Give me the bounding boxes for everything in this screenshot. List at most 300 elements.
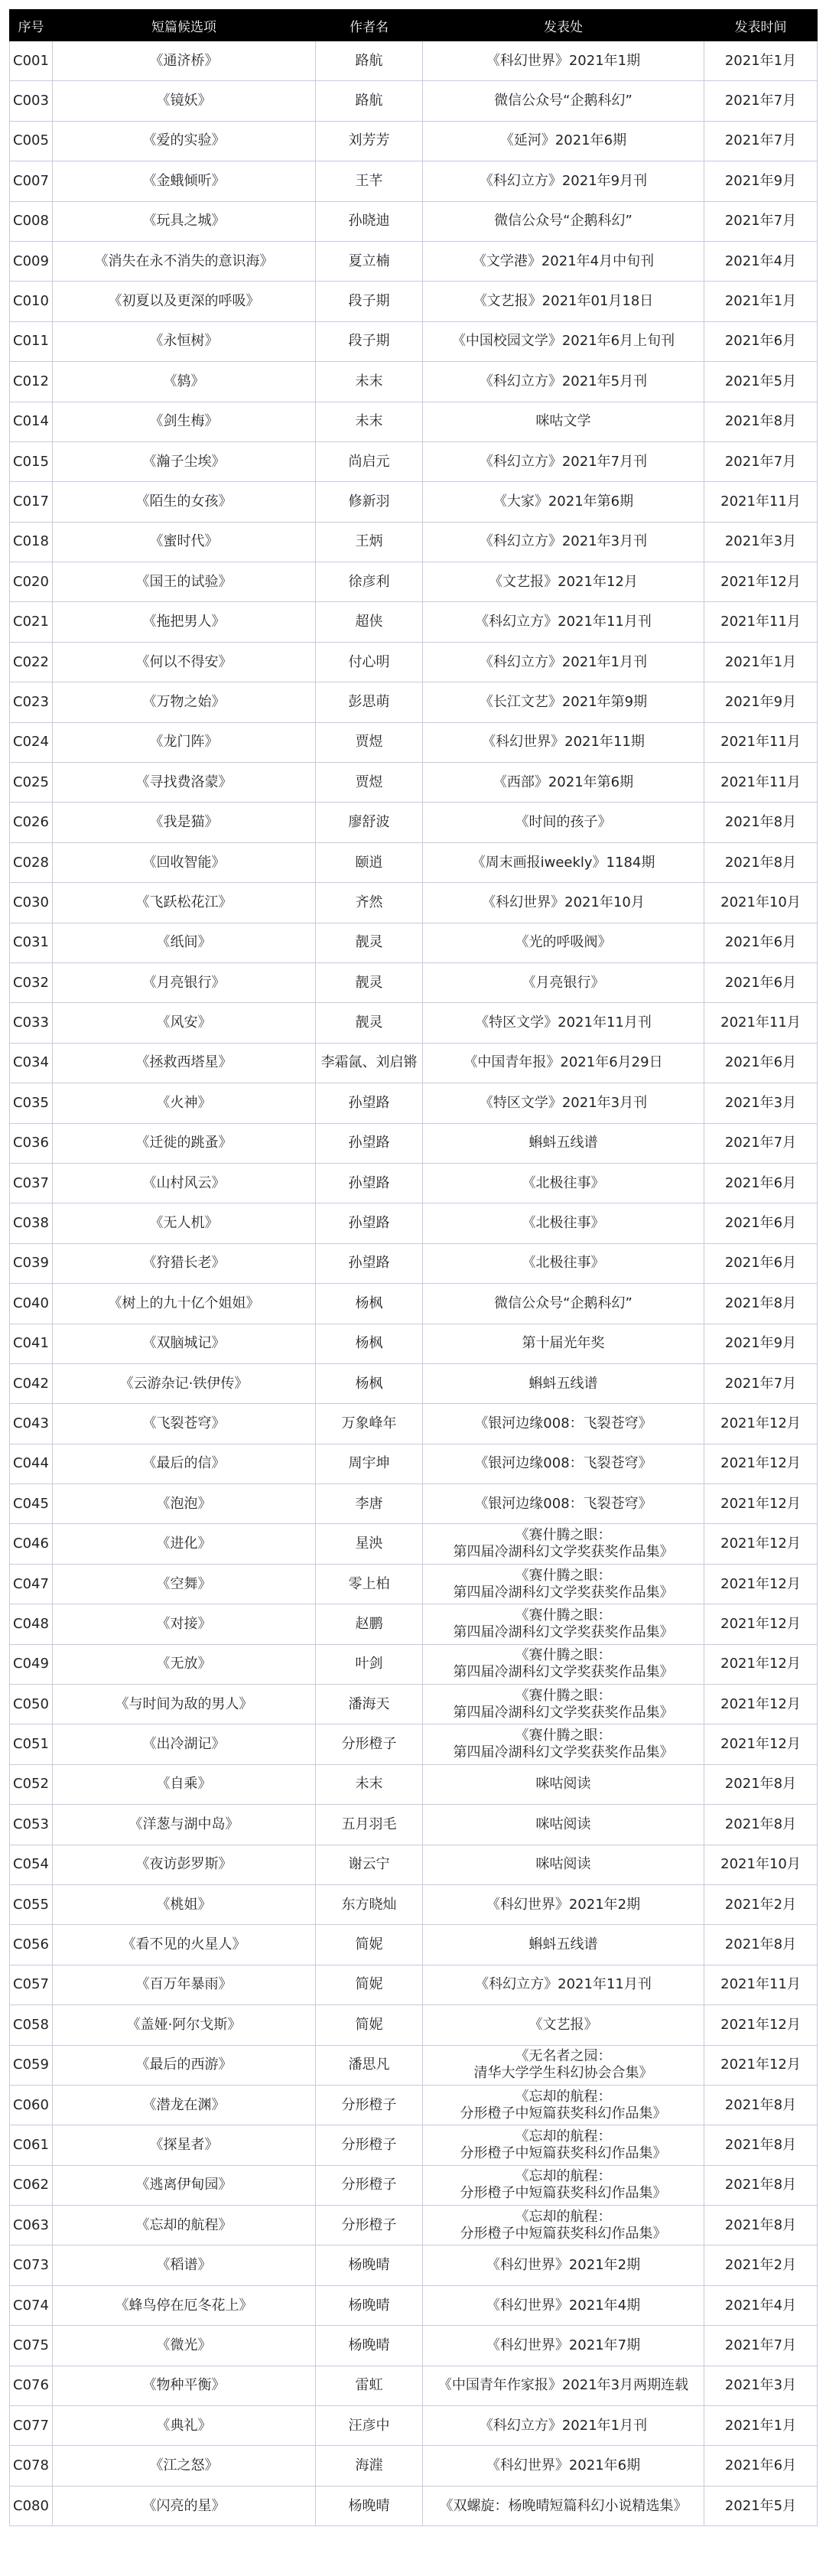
- cell-venue: 《时间的孩子》: [423, 803, 704, 842]
- cell-venue: 《文艺报》2021年01月18日: [423, 282, 704, 321]
- cell-date: 2021年8月: [704, 842, 818, 882]
- table-row: [10, 2285, 818, 2325]
- cell-title: 《最后的信》: [53, 1444, 316, 1483]
- cell-venue: 《赛什腾之眼： 第四届冷湖科幻文学奖获奖作品集》: [423, 1644, 704, 1684]
- cell-venue: 微信公众号“企鹅科幻”: [423, 1284, 704, 1324]
- cell-id: C040: [10, 1284, 53, 1324]
- cell-author: 周宇坤: [316, 1444, 423, 1483]
- cell-date: 2021年6月: [704, 923, 818, 962]
- cell-author: 简妮: [316, 2005, 423, 2045]
- cell-date: 2021年10月: [704, 883, 818, 923]
- cell-id: C041: [10, 1324, 53, 1363]
- cell-venue: 《科幻世界》2021年2期: [423, 2245, 704, 2285]
- cell-id: C048: [10, 1604, 53, 1644]
- table-row: [10, 121, 818, 161]
- cell-date: 2021年12月: [704, 562, 818, 602]
- cell-title: 《通济桥》: [53, 41, 316, 81]
- cell-title: 《盖娅·阿尔戈斯》: [53, 2005, 316, 2045]
- table-row: [10, 2326, 818, 2366]
- cell-author: 路航: [316, 41, 423, 81]
- cell-venue: 《大家》2021年第6期: [423, 482, 704, 522]
- table-row: [10, 1925, 818, 1965]
- cell-date: 2021年12月: [704, 2045, 818, 2085]
- cell-venue: 《赛什腾之眼： 第四届冷湖科幻文学奖获奖作品集》: [423, 1724, 704, 1764]
- table-row: [10, 2486, 818, 2526]
- cell-venue: 蝌蚪五线谱: [423, 1123, 704, 1163]
- cell-venue: 《文艺报》2021年12月: [423, 562, 704, 602]
- table-row: [10, 2245, 818, 2285]
- cell-id: C042: [10, 1363, 53, 1403]
- cell-id: C052: [10, 1764, 53, 1804]
- cell-author: 未末: [316, 362, 423, 402]
- cell-id: C043: [10, 1404, 53, 1444]
- cell-date: 2021年1月: [704, 282, 818, 321]
- table-body: [10, 41, 818, 2526]
- table-row: [10, 883, 818, 923]
- cell-author: 夏立楠: [316, 241, 423, 281]
- table-row: [10, 1243, 818, 1283]
- cell-venue: 《西部》2021年第6期: [423, 763, 704, 803]
- table-row: [10, 562, 818, 602]
- table-row: [10, 962, 818, 1002]
- cell-date: 2021年2月: [704, 2245, 818, 2285]
- cell-id: C012: [10, 362, 53, 402]
- header-row: [10, 10, 818, 41]
- cell-date: 2021年12月: [704, 1724, 818, 1764]
- cell-date: 2021年3月: [704, 522, 818, 562]
- cell-date: 2021年11月: [704, 763, 818, 803]
- cell-date: 2021年9月: [704, 161, 818, 201]
- cell-date: 2021年4月: [704, 241, 818, 281]
- cell-venue: 《赛什腾之眼： 第四届冷湖科幻文学奖获奖作品集》: [423, 1685, 704, 1724]
- cell-date: 2021年12月: [704, 1685, 818, 1724]
- cell-venue: 微信公众号“企鹅科幻”: [423, 201, 704, 241]
- table-row: [10, 1083, 818, 1123]
- cell-venue: 《北极往事》: [423, 1243, 704, 1283]
- cell-title: 《稻谱》: [53, 2245, 316, 2285]
- cell-id: C031: [10, 923, 53, 962]
- cell-date: 2021年3月: [704, 1083, 818, 1123]
- cell-date: 2021年9月: [704, 682, 818, 722]
- cell-title: 《探星者》: [53, 2125, 316, 2165]
- cell-date: 2021年5月: [704, 362, 818, 402]
- table-row: [10, 1363, 818, 1403]
- cell-id: C026: [10, 803, 53, 842]
- table-row: [10, 682, 818, 722]
- cell-id: C056: [10, 1925, 53, 1965]
- cell-author: 尚启元: [316, 441, 423, 481]
- cell-author: 段子期: [316, 282, 423, 321]
- table-row: [10, 482, 818, 522]
- table-row: [10, 642, 818, 682]
- table-row: [10, 1444, 818, 1483]
- table-row: [10, 41, 818, 81]
- table-row: [10, 201, 818, 241]
- cell-venue: 《文艺报》: [423, 2005, 704, 2045]
- cell-author: 简妮: [316, 1965, 423, 2004]
- table-row: [10, 2206, 818, 2245]
- table-row: [10, 842, 818, 882]
- cell-id: C032: [10, 962, 53, 1002]
- cell-title: 《玩具之城》: [53, 201, 316, 241]
- cell-author: 付心明: [316, 642, 423, 682]
- cell-title: 《龙门阵》: [53, 722, 316, 762]
- cell-author: 靓灵: [316, 923, 423, 962]
- cell-date: 2021年11月: [704, 1003, 818, 1043]
- table-row: [10, 441, 818, 481]
- cell-author: 王炳: [316, 522, 423, 562]
- cell-title: 《最后的西游》: [53, 2045, 316, 2085]
- cell-author: 杨晚晴: [316, 2326, 423, 2366]
- cell-id: C045: [10, 1484, 53, 1524]
- cell-id: C060: [10, 2085, 53, 2125]
- table-row: [10, 1123, 818, 1163]
- cell-venue: 微信公众号“企鹅科幻”: [423, 81, 704, 121]
- cell-date: 2021年4月: [704, 2285, 818, 2325]
- cell-id: C049: [10, 1644, 53, 1684]
- cell-venue: 《银河边缘008：飞裂苍穹》: [423, 1444, 704, 1483]
- cell-venue: 《赛什腾之眼： 第四届冷湖科幻文学奖获奖作品集》: [423, 1604, 704, 1644]
- cell-id: C020: [10, 562, 53, 602]
- cell-venue: 《无名者之园： 清华大学学生科幻协会合集》: [423, 2045, 704, 2085]
- cell-venue: 《银河边缘008：飞裂苍穹》: [423, 1484, 704, 1524]
- table-row: [10, 1965, 818, 2004]
- cell-venue: 《特区文学》2021年11月刊: [423, 1003, 704, 1043]
- cell-venue: 《科幻立方》2021年11月刊: [423, 602, 704, 642]
- cell-date: 2021年1月: [704, 2406, 818, 2446]
- cell-title: 《洋葱与湖中岛》: [53, 1805, 316, 1845]
- cell-venue: 《银河边缘008：飞裂苍穹》: [423, 1404, 704, 1444]
- table-row: [10, 1685, 818, 1724]
- table-row: [10, 1203, 818, 1243]
- cell-venue: 蝌蚪五线谱: [423, 1363, 704, 1403]
- cell-title: 《火神》: [53, 1083, 316, 1123]
- cell-date: 2021年8月: [704, 1764, 818, 1804]
- cell-date: 2021年8月: [704, 1284, 818, 1324]
- table-row: [10, 282, 818, 321]
- cell-venue: 《科幻世界》2021年10月: [423, 883, 704, 923]
- cell-date: 2021年11月: [704, 1965, 818, 2004]
- cell-title: 《拯救西塔星》: [53, 1043, 316, 1083]
- table-row: [10, 402, 818, 441]
- table-row: [10, 1003, 818, 1043]
- cell-title: 《初夏以及更深的呼吸》: [53, 282, 316, 321]
- cell-id: C034: [10, 1043, 53, 1083]
- cell-id: C005: [10, 121, 53, 161]
- cell-id: C028: [10, 842, 53, 882]
- table-row: [10, 1805, 818, 1845]
- cell-title: 《寻找费洛蒙》: [53, 763, 316, 803]
- cell-author: 分形橙子: [316, 2085, 423, 2125]
- cell-date: 2021年11月: [704, 602, 818, 642]
- cell-venue: 《科幻立方》2021年3月刊: [423, 522, 704, 562]
- cell-venue: 《科幻立方》2021年1月刊: [423, 2406, 704, 2446]
- cell-id: C010: [10, 282, 53, 321]
- cell-venue: 《赛什腾之眼： 第四届冷湖科幻文学奖获奖作品集》: [423, 1564, 704, 1604]
- cell-author: 零上柏: [316, 1564, 423, 1604]
- table-row: [10, 2005, 818, 2045]
- cell-venue: 《北极往事》: [423, 1203, 704, 1243]
- cell-id: C011: [10, 321, 53, 361]
- cell-author: 谢云宁: [316, 1845, 423, 1884]
- cell-author: 叶剑: [316, 1644, 423, 1684]
- cell-venue: 《中国青年报》2021年6月29日: [423, 1043, 704, 1083]
- cell-title: 《无人机》: [53, 1203, 316, 1243]
- cell-title: 《万物之始》: [53, 682, 316, 722]
- cell-id: C054: [10, 1845, 53, 1884]
- cell-id: C073: [10, 2245, 53, 2285]
- table-row: [10, 1324, 818, 1363]
- cell-venue: 《中国青年作家报》2021年3月两期连载: [423, 2366, 704, 2405]
- cell-author: 万象峰年: [316, 1404, 423, 1444]
- cell-author: 段子期: [316, 321, 423, 361]
- cell-venue: 咪咕阅读: [423, 1805, 704, 1845]
- cell-id: C047: [10, 1564, 53, 1604]
- cell-title: 《永恒树》: [53, 321, 316, 361]
- cell-date: 2021年5月: [704, 2486, 818, 2526]
- cell-author: 超侠: [316, 602, 423, 642]
- cell-venue: 《科幻世界》2021年6期: [423, 2446, 704, 2486]
- cell-title: 《瀚子尘埃》: [53, 441, 316, 481]
- cell-author: 孙望路: [316, 1083, 423, 1123]
- cell-date: 2021年12月: [704, 1444, 818, 1483]
- cell-title: 《爱的实验》: [53, 121, 316, 161]
- cell-id: C063: [10, 2206, 53, 2245]
- header-venue: 发表处: [423, 10, 704, 41]
- table-row: [10, 2125, 818, 2165]
- table-row: [10, 321, 818, 361]
- cell-title: 《与时间为敌的男人》: [53, 1685, 316, 1724]
- cell-title: 《看不见的火星人》: [53, 1925, 316, 1965]
- cell-date: 2021年11月: [704, 722, 818, 762]
- table-row: [10, 1524, 818, 1564]
- cell-title: 《金蛾倾听》: [53, 161, 316, 201]
- cell-date: 2021年12月: [704, 1644, 818, 1684]
- cell-title: 《我是猫》: [53, 803, 316, 842]
- cell-id: C075: [10, 2326, 53, 2366]
- cell-title: 《拖把男人》: [53, 602, 316, 642]
- table-row: [10, 2446, 818, 2486]
- cell-date: 2021年1月: [704, 41, 818, 81]
- cell-id: C015: [10, 441, 53, 481]
- cell-venue: 《北极往事》: [423, 1163, 704, 1203]
- table-row: [10, 2085, 818, 2125]
- cell-venue: 《科幻立方》2021年1月刊: [423, 642, 704, 682]
- cell-date: 2021年3月: [704, 2366, 818, 2405]
- cell-author: 海漄: [316, 2446, 423, 2486]
- cell-title: 《桃姐》: [53, 1884, 316, 1924]
- cell-venue: 《科幻世界》2021年7期: [423, 2326, 704, 2366]
- table-row: [10, 2045, 818, 2085]
- cell-id: C057: [10, 1965, 53, 2004]
- cell-date: 2021年6月: [704, 1203, 818, 1243]
- cell-id: C055: [10, 1884, 53, 1924]
- cell-venue: 《忘却的航程： 分形橙子中短篇获奖科幻作品集》: [423, 2085, 704, 2125]
- cell-venue: 《忘却的航程： 分形橙子中短篇获奖科幻作品集》: [423, 2206, 704, 2245]
- cell-author: 孙望路: [316, 1163, 423, 1203]
- cell-date: 2021年1月: [704, 642, 818, 682]
- cell-title: 《潜龙在渊》: [53, 2085, 316, 2125]
- cell-date: 2021年8月: [704, 803, 818, 842]
- cell-id: C078: [10, 2446, 53, 2486]
- cell-author: 王芊: [316, 161, 423, 201]
- cell-id: C025: [10, 763, 53, 803]
- cell-date: 2021年8月: [704, 2125, 818, 2165]
- cell-title: 《进化》: [53, 1524, 316, 1564]
- cell-venue: 蝌蚪五线谱: [423, 1925, 704, 1965]
- cell-date: 2021年7月: [704, 441, 818, 481]
- cell-venue: 《特区文学》2021年3月刊: [423, 1083, 704, 1123]
- cell-author: 徐彦利: [316, 562, 423, 602]
- table-row: [10, 1043, 818, 1083]
- header-author: 作者名: [316, 10, 423, 41]
- cell-author: 赵鹏: [316, 1604, 423, 1644]
- cell-author: 未末: [316, 402, 423, 441]
- cell-author: 杨枫: [316, 1363, 423, 1403]
- cell-date: 2021年7月: [704, 2326, 818, 2366]
- cell-id: C009: [10, 241, 53, 281]
- cell-venue: 咪咕文学: [423, 402, 704, 441]
- cell-date: 2021年10月: [704, 1845, 818, 1884]
- cell-title: 《回收智能》: [53, 842, 316, 882]
- cell-id: C035: [10, 1083, 53, 1123]
- cell-id: C039: [10, 1243, 53, 1283]
- cell-venue: 第十届光年奖: [423, 1324, 704, 1363]
- cell-id: C024: [10, 722, 53, 762]
- table-row: [10, 241, 818, 281]
- table-row: [10, 81, 818, 121]
- cell-id: C003: [10, 81, 53, 121]
- cell-id: C074: [10, 2285, 53, 2325]
- cell-title: 《月亮银行》: [53, 962, 316, 1002]
- table-row: [10, 1644, 818, 1684]
- cell-title: 《江之怒》: [53, 2446, 316, 2486]
- cell-venue: 《科幻世界》2021年11期: [423, 722, 704, 762]
- cell-venue: 《周末画报iweekly》1184期: [423, 842, 704, 882]
- cell-date: 2021年2月: [704, 1884, 818, 1924]
- cell-venue: 《科幻世界》2021年4期: [423, 2285, 704, 2325]
- cell-title: 《狩猎长老》: [53, 1243, 316, 1283]
- table-row: [10, 1724, 818, 1764]
- table-row: [10, 522, 818, 562]
- cell-author: 杨晚晴: [316, 2285, 423, 2325]
- cell-title: 《迁徙的跳蚤》: [53, 1123, 316, 1163]
- table-row: [10, 2366, 818, 2405]
- cell-id: C061: [10, 2125, 53, 2165]
- cell-author: 彭思萌: [316, 682, 423, 722]
- table-row: [10, 1845, 818, 1884]
- cell-title: 《自乘》: [53, 1764, 316, 1804]
- cell-author: 颐逍: [316, 842, 423, 882]
- cell-title: 《微光》: [53, 2326, 316, 2366]
- cell-id: C017: [10, 482, 53, 522]
- cell-title: 《山村风云》: [53, 1163, 316, 1203]
- cell-title: 《闪亮的星》: [53, 2486, 316, 2526]
- cell-title: 《飞裂苍穹》: [53, 1404, 316, 1444]
- cell-author: 李唐: [316, 1484, 423, 1524]
- cell-author: 东方晓灿: [316, 1884, 423, 1924]
- cell-date: 2021年7月: [704, 1123, 818, 1163]
- cell-title: 《剑生梅》: [53, 402, 316, 441]
- cell-id: C038: [10, 1203, 53, 1243]
- cell-date: 2021年8月: [704, 2165, 818, 2205]
- cell-id: C030: [10, 883, 53, 923]
- cell-author: 孙望路: [316, 1203, 423, 1243]
- table-row: [10, 722, 818, 762]
- cell-venue: 《科幻立方》2021年5月刊: [423, 362, 704, 402]
- cell-title: 《百万年暴雨》: [53, 1965, 316, 2004]
- cell-author: 孙望路: [316, 1243, 423, 1283]
- cell-date: 2021年12月: [704, 1484, 818, 1524]
- cell-id: C023: [10, 682, 53, 722]
- cell-title: 《消失在永不消失的意识海》: [53, 241, 316, 281]
- cell-venue: 《双螺旋：杨晚晴短篇科幻小说精选集》: [423, 2486, 704, 2526]
- cell-author: 简妮: [316, 1925, 423, 1965]
- table-row: [10, 763, 818, 803]
- cell-author: 分形橙子: [316, 2165, 423, 2205]
- cell-venue: 《长江文艺》2021年第9期: [423, 682, 704, 722]
- cell-venue: 《光的呼吸阀》: [423, 923, 704, 962]
- cell-venue: 《延河》2021年6期: [423, 121, 704, 161]
- cell-author: 杨晚晴: [316, 2486, 423, 2526]
- cell-date: 2021年8月: [704, 402, 818, 441]
- cell-id: C080: [10, 2486, 53, 2526]
- cell-title: 《忘却的航程》: [53, 2206, 316, 2245]
- table-row: [10, 1484, 818, 1524]
- cell-venue: 《赛什腾之眼： 第四届冷湖科幻文学奖获奖作品集》: [423, 1524, 704, 1564]
- header-date: 发表时间: [704, 10, 818, 41]
- candidate-table: [9, 9, 818, 2526]
- table-header: [10, 10, 818, 41]
- cell-title: 《鸫》: [53, 362, 316, 402]
- table-row: [10, 1284, 818, 1324]
- cell-date: 2021年8月: [704, 2206, 818, 2245]
- table-row: [10, 161, 818, 201]
- cell-title: 《夜访彭罗斯》: [53, 1845, 316, 1884]
- cell-title: 《逃离伊甸园》: [53, 2165, 316, 2205]
- cell-id: C021: [10, 602, 53, 642]
- cell-author: 贾煜: [316, 763, 423, 803]
- cell-author: 孙晓迪: [316, 201, 423, 241]
- table-row: [10, 1884, 818, 1924]
- table-row: [10, 1764, 818, 1804]
- cell-author: 刘芳芳: [316, 121, 423, 161]
- cell-author: 未末: [316, 1764, 423, 1804]
- cell-author: 星泱: [316, 1524, 423, 1564]
- cell-date: 2021年6月: [704, 1163, 818, 1203]
- cell-venue: 《文学港》2021年4月中旬刊: [423, 241, 704, 281]
- header-id: 序号: [10, 10, 53, 41]
- cell-date: 2021年7月: [704, 1363, 818, 1403]
- cell-id: C050: [10, 1685, 53, 1724]
- cell-author: 贾煜: [316, 722, 423, 762]
- cell-author: 齐然: [316, 883, 423, 923]
- cell-id: C053: [10, 1805, 53, 1845]
- cell-title: 《何以不得安》: [53, 642, 316, 682]
- cell-author: 杨枫: [316, 1324, 423, 1363]
- cell-author: 五月羽毛: [316, 1805, 423, 1845]
- cell-id: C058: [10, 2005, 53, 2045]
- candidate-table-container: [9, 9, 817, 2526]
- table-row: [10, 923, 818, 962]
- cell-title: 《物种平衡》: [53, 2366, 316, 2405]
- cell-title: 《蜜时代》: [53, 522, 316, 562]
- cell-author: 潘海天: [316, 1685, 423, 1724]
- cell-venue: 《科幻世界》2021年2期: [423, 1884, 704, 1924]
- table-row: [10, 1564, 818, 1604]
- cell-id: C001: [10, 41, 53, 81]
- cell-author: 汪彦中: [316, 2406, 423, 2446]
